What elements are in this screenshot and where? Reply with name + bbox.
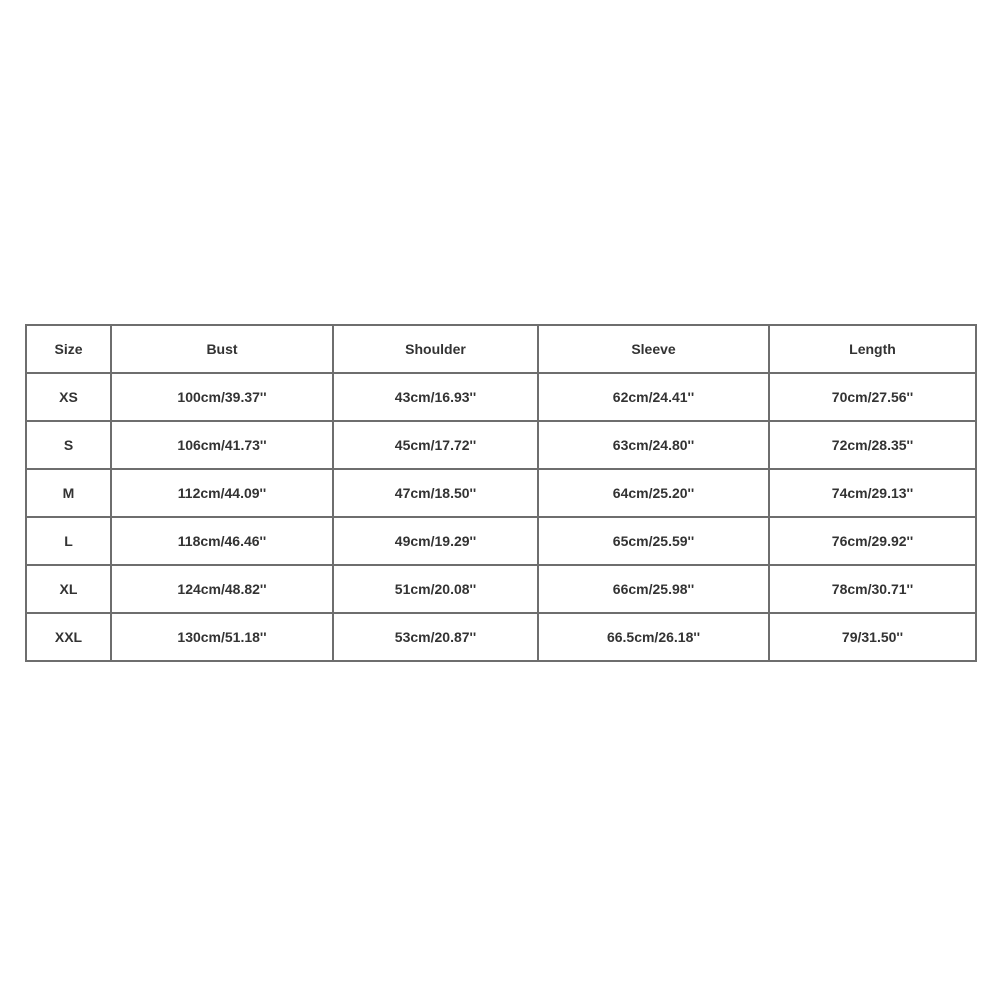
size-cell: M (26, 469, 111, 517)
header-shoulder: Shoulder (333, 325, 538, 373)
size-cell: L (26, 517, 111, 565)
size-cell: XL (26, 565, 111, 613)
header-sleeve: Sleeve (538, 325, 769, 373)
shoulder-cell: 53cm/20.87'' (333, 613, 538, 661)
table-row (26, 373, 976, 421)
length-cell: 78cm/30.71'' (769, 565, 976, 613)
bust-cell: 106cm/41.73'' (111, 421, 333, 469)
sleeve-cell: 63cm/24.80'' (538, 421, 769, 469)
length-cell: 76cm/29.92'' (769, 517, 976, 565)
size-cell: XS (26, 373, 111, 421)
header-size: Size (26, 325, 111, 373)
size-chart-table (25, 324, 977, 662)
shoulder-cell: 51cm/20.08'' (333, 565, 538, 613)
header-length: Length (769, 325, 976, 373)
header-row (26, 325, 976, 373)
bust-cell: 118cm/46.46'' (111, 517, 333, 565)
bust-cell: 130cm/51.18'' (111, 613, 333, 661)
sleeve-cell: 62cm/24.41'' (538, 373, 769, 421)
shoulder-cell: 43cm/16.93'' (333, 373, 538, 421)
table-row (26, 421, 976, 469)
shoulder-cell: 45cm/17.72'' (333, 421, 538, 469)
size-chart-body (26, 373, 976, 661)
sleeve-cell: 64cm/25.20'' (538, 469, 769, 517)
bust-cell: 124cm/48.82'' (111, 565, 333, 613)
size-cell: S (26, 421, 111, 469)
size-cell: XXL (26, 613, 111, 661)
header-bust: Bust (111, 325, 333, 373)
table-row (26, 565, 976, 613)
shoulder-cell: 49cm/19.29'' (333, 517, 538, 565)
length-cell: 74cm/29.13'' (769, 469, 976, 517)
table-row (26, 517, 976, 565)
length-cell: 79/31.50'' (769, 613, 976, 661)
sleeve-cell: 65cm/25.59'' (538, 517, 769, 565)
sleeve-cell: 66cm/25.98'' (538, 565, 769, 613)
length-cell: 72cm/28.35'' (769, 421, 976, 469)
bust-cell: 112cm/44.09'' (111, 469, 333, 517)
length-cell: 70cm/27.56'' (769, 373, 976, 421)
size-chart-header (26, 325, 976, 373)
shoulder-cell: 47cm/18.50'' (333, 469, 538, 517)
table-row (26, 469, 976, 517)
table-row (26, 613, 976, 661)
sleeve-cell: 66.5cm/26.18'' (538, 613, 769, 661)
bust-cell: 100cm/39.37'' (111, 373, 333, 421)
